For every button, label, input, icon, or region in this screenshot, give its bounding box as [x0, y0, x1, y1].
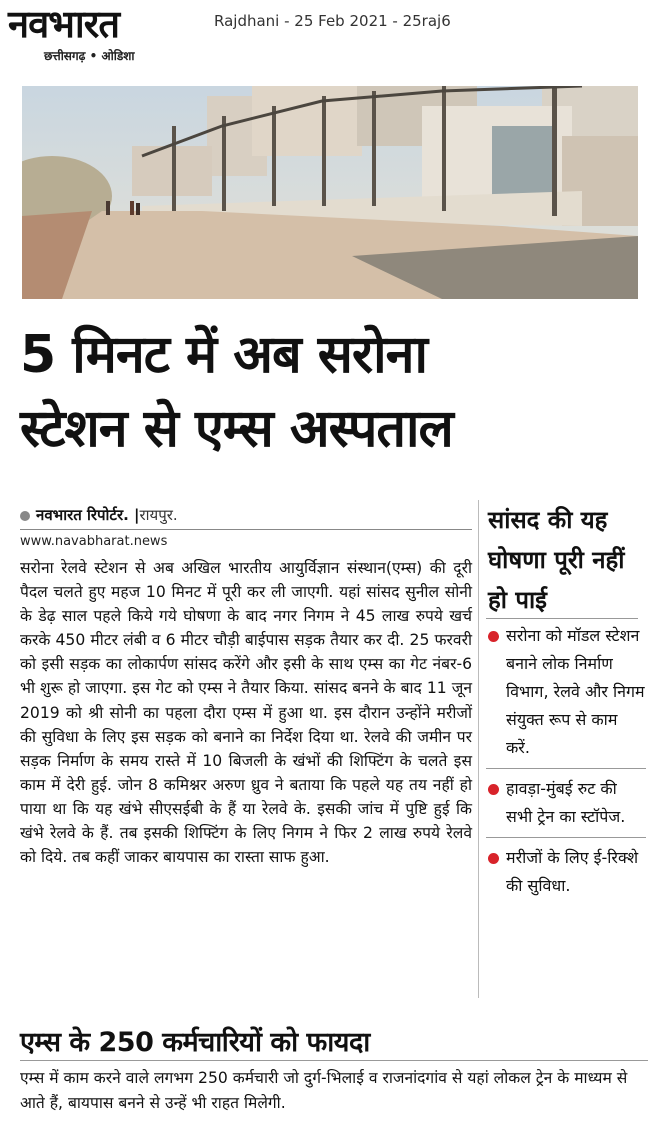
masthead — [0, 0, 200, 64]
byline-city: रायपुर. — [139, 506, 178, 524]
sidebar-item-text: सरोना को मॉडल स्टेशन बनाने लोक निर्माण विभाग, रेलवे और निगम संयुक्त रूप से काम करें. — [506, 626, 645, 757]
byline-divider — [20, 529, 472, 530]
bullet-icon — [488, 784, 499, 795]
byline: नवभारत रिपोर्टर. |रायपुर. — [20, 505, 178, 525]
sidebar-separator — [486, 837, 646, 838]
news-photo — [22, 86, 638, 299]
road-photo-illustration — [22, 86, 638, 299]
headline-line-2: स्टेशन से एम्स अस्पताल — [20, 399, 453, 459]
edition-label: छत्तीसगढ़ • ओडिशा — [44, 49, 135, 63]
headline — [20, 318, 650, 466]
subheading: एम्स के 250 कर्मचारियों को फायदा — [20, 1027, 370, 1058]
byline-reporter: नवभारत रिपोर्टर. — [36, 506, 129, 524]
sidebar-list — [486, 622, 646, 900]
headline-line-1: 5 मिनट में अब सरोना — [20, 325, 427, 385]
list-item — [486, 844, 646, 900]
bullet-icon — [488, 631, 499, 642]
list-item — [486, 775, 646, 831]
sidebar-item-text: मरीजों के लिए ई-रिक्शे की सुविधा. — [506, 848, 639, 895]
sub-article-body: एम्स में काम करने वाले लगभग 250 कर्मचारी जो दुर्ग-भिलाई व राजनांदगांव से यहां लोकल ट्रेन के माध्यम से आते हैं, बायपास बनने से उन्हें भी राहत मिलेगी. — [20, 1069, 628, 1112]
sidebar-separator — [486, 768, 646, 769]
dateline: Rajdhani - 25 Feb 2021 - 25raj6 — [214, 12, 451, 30]
subheading-divider — [20, 1060, 648, 1061]
list-item — [486, 622, 646, 762]
column-divider — [478, 500, 479, 998]
newspaper-logo: नवभारत — [8, 2, 119, 46]
sidebar-divider — [486, 618, 638, 619]
byline-dot-icon — [20, 511, 30, 521]
website-link[interactable]: www.navabharat.news — [20, 534, 168, 549]
sidebar-heading: सांसद की यह घोषणा पूरी नहीं हो पाई — [488, 506, 625, 614]
sidebar-item-text: हावड़ा-मुंबई रुट की सभी ट्रेन का स्टॉपेज. — [506, 779, 626, 826]
bullet-icon — [488, 853, 499, 864]
article-body: सरोना रेलवे स्टेशन से अब अखिल भारतीय आयुर्विज्ञान संस्थान(एम्स) की दूरी पैदल चलते हुए महज 10 मिनट में पूरी कर ली जाएगी. यहां सांसद सुनील सोनी के डेढ़ साल पहले किये गये घोषणा के बाद नगर निगम ने 45 लाख रुपये खर्च करके 450 मीटर लंबी व 6 मीटर चौड़ी बाईपास सड़क तैयार कर दी. 25 फरवरी को इसी सड़क का लोकार्पण सांसद करेंगे और इसी के साथ एम्स का गेट नंबर-6 भी शुरू हो जाएगा. इस गेट को एम्स ने तैयार किया. सांसद बनने के बाद 11 जून 2019 को श्री सोनी का पहला दौरा एम्स में हुआ था. इस दौरान उन्होंने मरीजों की सुविधा के लिए इस सड़क को बनाने का निर्देश दिया था. रेलवे की जमीन पर सड़क निर्माण के समय रास्ते में 10 बिजली के खंभों की शिफ्टिंग के चलते इस काम में देरी हुई. जोन 8 कमिश्नर अरुण ध्रुव ने बताया कि पहले यह तय नहीं हो पाया था कि यह खंभे सीएसईबी के हैं या रेलवे के. इसकी जांच में पुष्टि हुई कि खंभे रेलवे के हैं. तब इसकी शिफ्टिंग के लिए निगम ने फिर 2 लाख रुपये रेलवे को दिये. तब कहीं जाकर बायपास का रास्ता साफ हुआ. — [20, 559, 472, 867]
